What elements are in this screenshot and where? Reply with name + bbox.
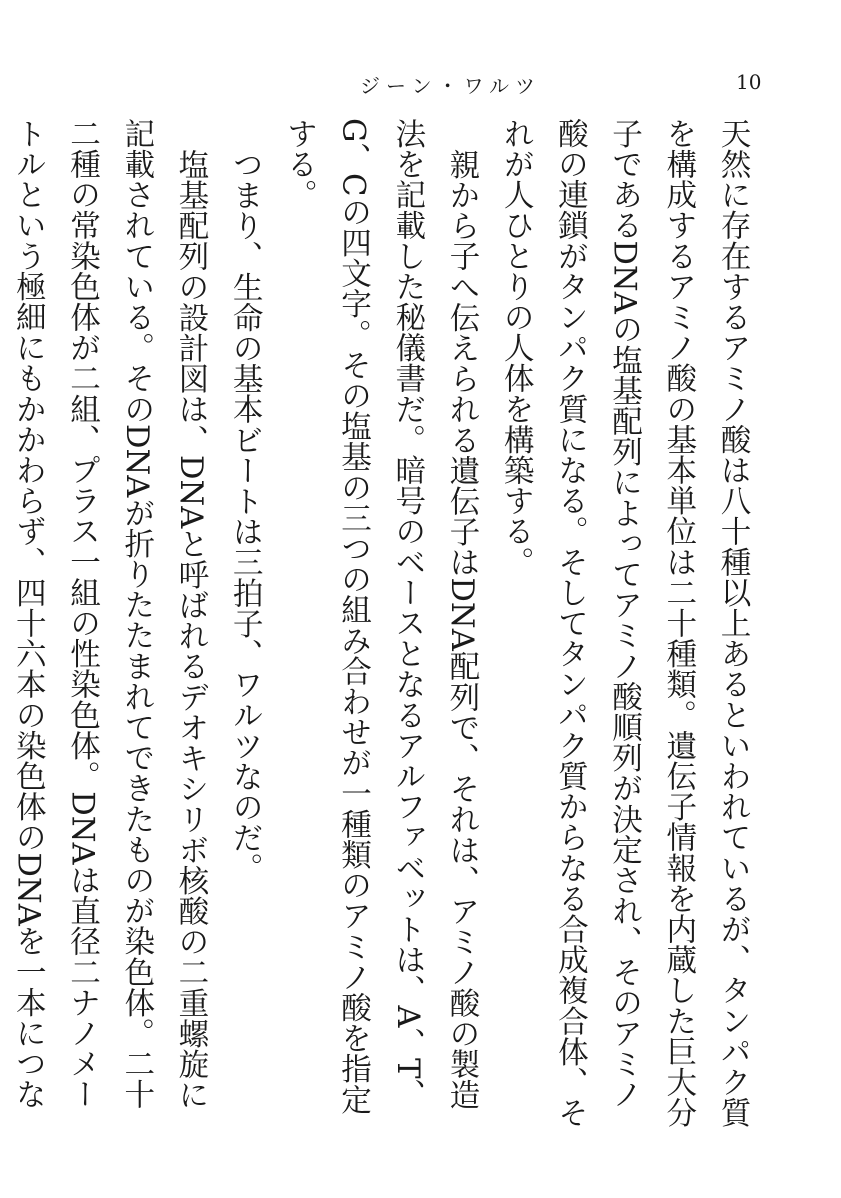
paragraph: つまり、生命の基本ビートは三拍子、ワルツなのだ。 [227,148,263,883]
paragraph: 天然に存在するアミノ酸は八十種以上あるといわれているが、タンパク質を構成するアミノ酸の基本単位は二十種類。遺伝子情報を内蔵した巨大分子であるDNAの塩基配列によってアミノ酸順列が決定され、そのアミノ酸の連鎖がタンパク質になる。そしてタンパク質からなる合成複合体、それが人ひとりの人体を構築する。 [498,118,750,1128]
body-text [10,118,759,1128]
page-number: 10 [736,70,762,94]
running-title: ジーン・ワルツ [360,74,541,98]
paragraph: 塩基配列の設計図は、DNAと呼ばれるデオキシリボ核酸の二重螺旋に記載されている。そのDNAが折りたたまれてできたものが染色体。二十二種の常染色体が二組、プラス一組の性染色体。DNAは直径二ナノメートルという極細にもかかわらず、四十六本の染色体のDNAを一本につな [10,118,208,1110]
paragraph: 親から子へ伝えられる遺伝子はDNA配列で、それは、アミノ酸の製造法を記載した秘儀書だ。暗号のベースとなるアルファベットは、A、T、G、Cの四文字。その塩基の三つの組み合わせが一種類のアミノ酸を指定する。 [281,118,479,1115]
